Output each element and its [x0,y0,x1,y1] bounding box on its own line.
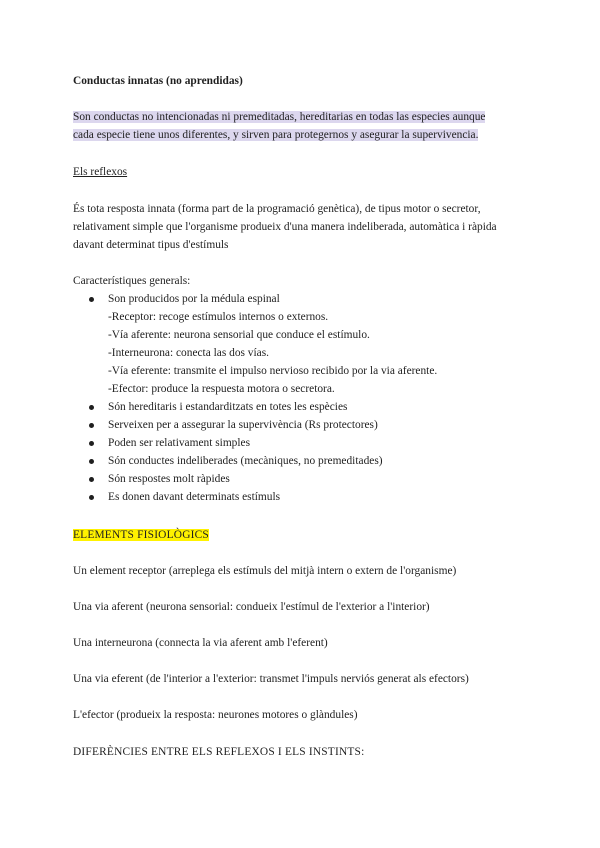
differences-heading: DIFERÈNCIES ENTRE ELS REFLEXOS I ELS INSTINTS: [73,746,365,758]
features-label: Característiques generals: [73,275,191,287]
sub-item-receptor: -Receptor: recoge estímulos internos o externos. [108,311,329,323]
list-item: Poden ser relativament simples [73,434,437,452]
sub-item-efferent: -Vía eferente: transmite el impulso nervioso recibido por la via aferente. [108,365,438,377]
sub-item-afferent: -Vía aferente: neurona sensorial que conduce el estímulo. [108,329,370,341]
element-item: Una interneurona (connecta la via aferent amb l'eferent) [73,637,328,649]
list-item: Són conductes indeliberades (mecàniques, no premeditades) [73,452,437,470]
sub-item-interneuron: -Interneurona: conecta las dos vías. [108,347,269,359]
document-title: Conductas innatas (no aprendidas) [73,75,243,87]
list-item: Serveixen per a assegurar la supervivència (Rs protectores) [73,416,437,434]
definition-line: És tota resposta innata (forma part de la programació genètica), de tipus motor o secretor, [73,203,481,215]
list-item: Són hereditaris i estandarditzats en totes les espècies [73,398,437,416]
element-item: Una via aferent (neurona sensorial: condueix l'estímul de l'exterior a l'interior) [73,601,430,613]
elements-heading-wrap [73,526,209,544]
definition-line: davant determinat tipus d'estímuls [73,239,229,251]
element-item: Una via eferent (de l'interior a l'exterior: transmet l'impuls nerviós generat als efectors) [73,673,469,685]
sub-item-effector: -Efector: produce la respuesta motora o secretora. [108,383,335,395]
intro-line: Son conductas no intencionadas ni premeditadas, hereditarias en todas las especies aunque [73,111,486,123]
features-list [73,290,437,506]
list-item: Son producidos por la médula espinal [73,290,437,308]
element-item: Un element receptor (arreplega els estímuls del mitjà intern o extern de l'organisme) [73,565,457,577]
definition-line: relativament simple que l'organisme produeix d'una manera indeliberada, automàtica i ràpida [73,221,497,233]
definition-paragraph [73,200,497,254]
list-item: Es donen davant determinats estímuls [73,488,437,506]
element-item: L'efector (produeix la resposta: neurones motores o glàndules) [73,709,358,721]
intro-paragraph [73,108,485,144]
intro-line: cada especie tiene unos diferentes, y sirven para protegernos y asegurar la supervivencia. [73,129,479,141]
reflexos-heading: Els reflexos [73,166,128,178]
elements-heading: ELEMENTS FISIOLÒGICS [73,529,209,541]
list-item: Són respostes molt ràpides [73,470,437,488]
